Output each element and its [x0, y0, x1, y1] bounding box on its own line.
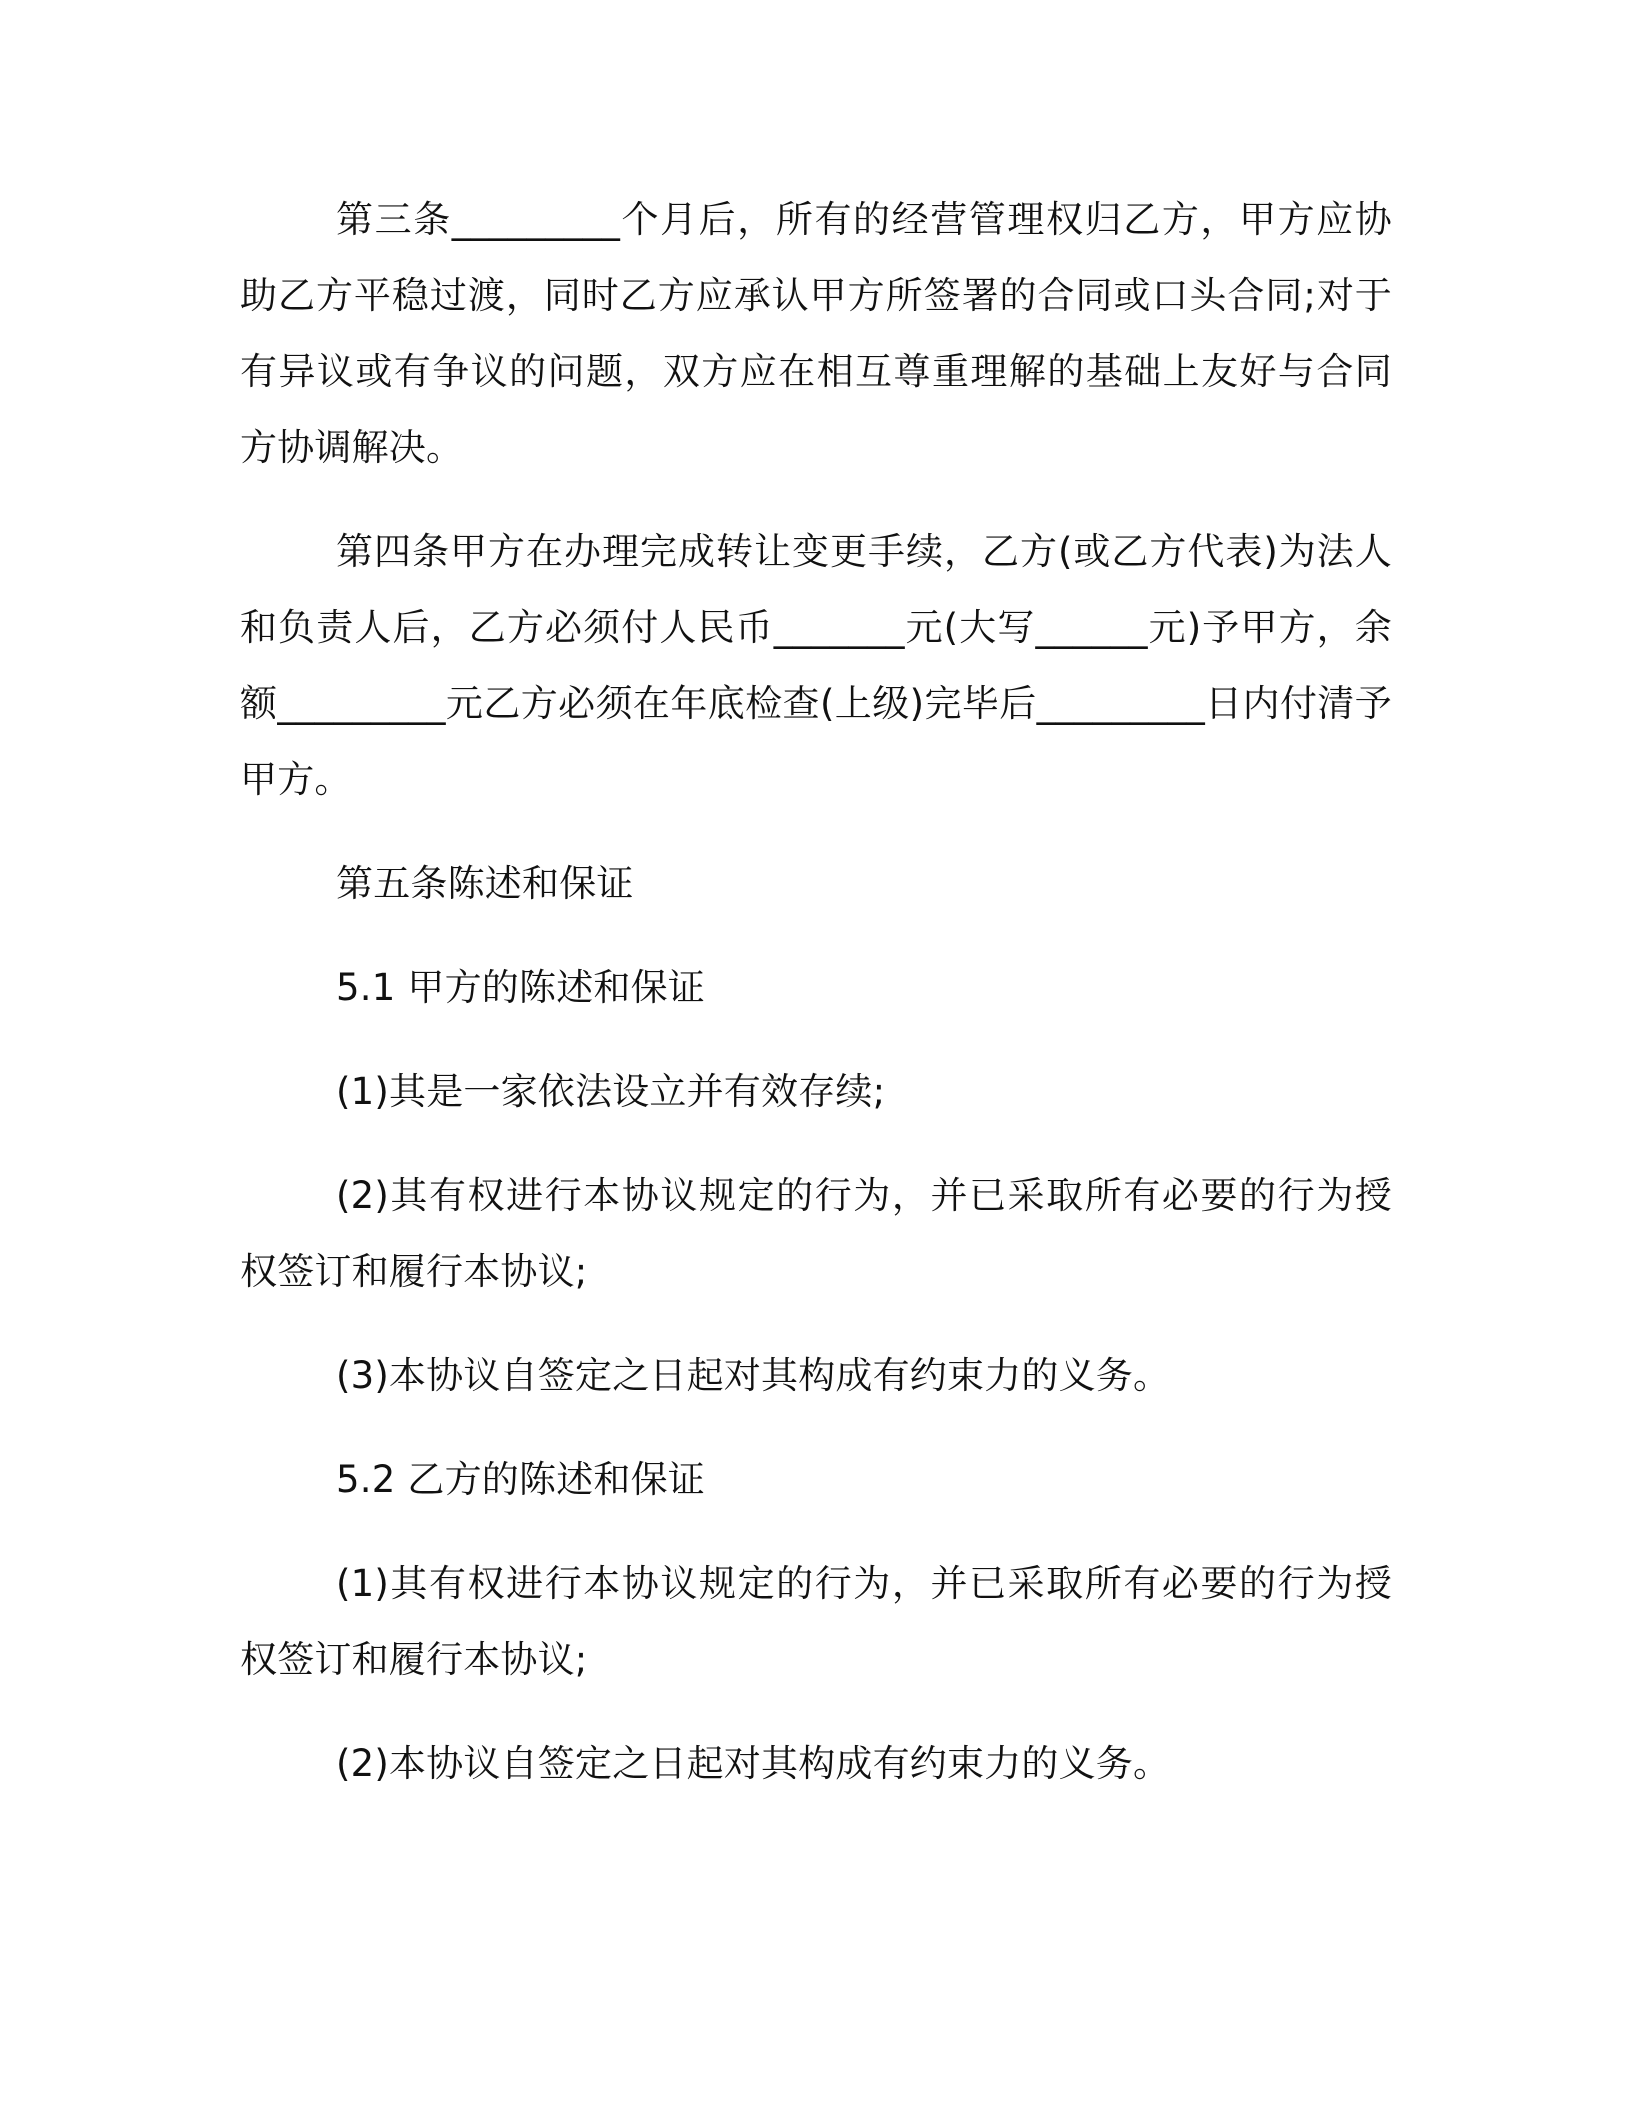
paragraph-5-1-heading: 5.1 甲方的陈述和保证 [336, 966, 706, 1009]
paragraph-5-1-item-1: (1)其是一家依法设立并有效存续; [336, 1070, 886, 1113]
paragraph-5-2-item-2: (2)本协议自签定之日起对其构成有约束力的义务。 [336, 1742, 1171, 1785]
paragraph-article-5-heading: 第五条陈述和保证 [336, 862, 634, 905]
paragraph-article-3: 第三条_________个月后，所有的经营管理权归乙方，甲方应协助乙方平稳过渡，同时乙方应承认甲方所签署的合同或口头合同;对于有异议或有争议的问题，双方应在相互尊重理解的基础上友好与合同方协调解决。 [240, 198, 1392, 469]
document-body [240, 182, 1392, 1830]
paragraph-article-4: 第四条甲方在办理完成转让变更手续，乙方(或乙方代表)为法人和负责人后，乙方必须付人民币_______元(大写______元)予甲方，余额_________元乙方必须在年底检查(上级)完毕后_________日内付清予甲方。 [240, 530, 1392, 801]
paragraph-5-2-item-1: (1)其有权进行本协议规定的行为，并已采取所有必要的行为授权签订和履行本协议; [240, 1562, 1392, 1681]
paragraph-5-1-item-2: (2)其有权进行本协议规定的行为，并已采取所有必要的行为授权签订和履行本协议; [240, 1174, 1392, 1293]
paragraph-5-2-heading: 5.2 乙方的陈述和保证 [336, 1458, 706, 1501]
paragraph-5-1-item-3: (3)本协议自签定之日起对其构成有约束力的义务。 [336, 1354, 1171, 1397]
